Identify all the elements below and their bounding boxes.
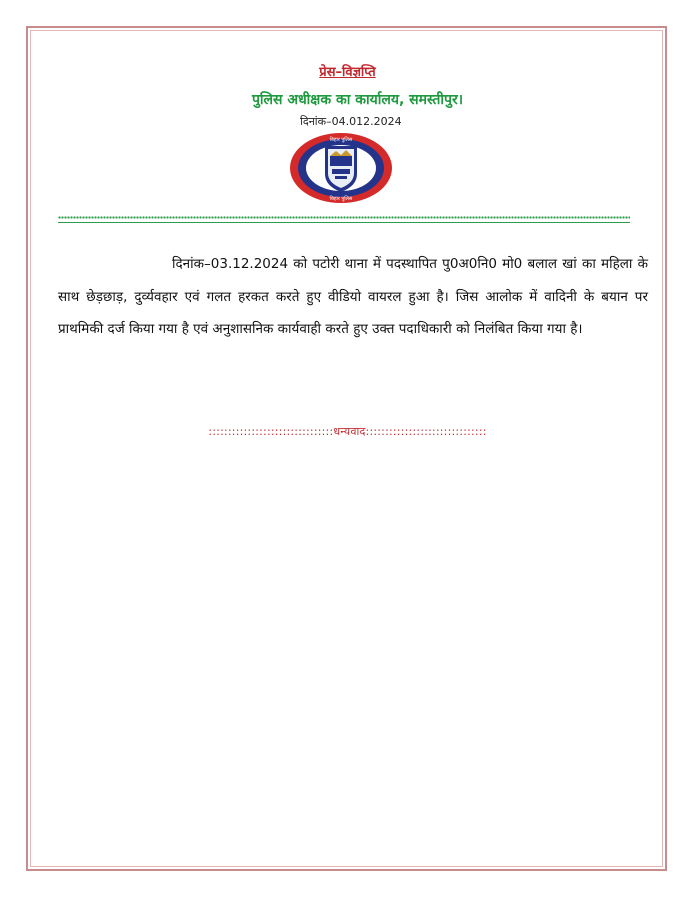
office-title: पुलिस अधीक्षक का कार्यालय, समस्तीपुर। (251, 92, 464, 108)
bihar-police-logo (289, 132, 393, 204)
green-dotted-divider (58, 216, 630, 223)
press-release-body: दिनांक–03.12.2024 को पटोरी थाना में पदस्थापित पु0अ0नि0 मो0 बलाल खां का महिला के साथ छेड़छाड़, दुर्व्यवहार एवं गलत हरकत करते हुए वीडियो वायरल हुआ है। जिस आलोक में वादिनी के बयान पर प्राथमिकी दर्ज किया गया है एवं अनुशासनिक कार्यवाही करते हुए उक्त पदाधिकारी को निलंबित किया गया है। (58, 256, 648, 337)
press-release-label: प्रेस–विज्ञप्ति (319, 65, 376, 80)
logo-top-text: बिहार पुलिस (329, 137, 353, 143)
logo-bottom-text: बिहार पुलिस (329, 196, 353, 202)
press-release-title (0, 62, 695, 80)
bihar-police-emblem-icon (289, 132, 393, 204)
release-date: दिनांक–04.012.2024 (300, 115, 402, 128)
thank-you-line: ::::::::::::::::::::::::::::::::धन्यवाद::::::::::::::::::::::::::::::: (208, 425, 487, 438)
